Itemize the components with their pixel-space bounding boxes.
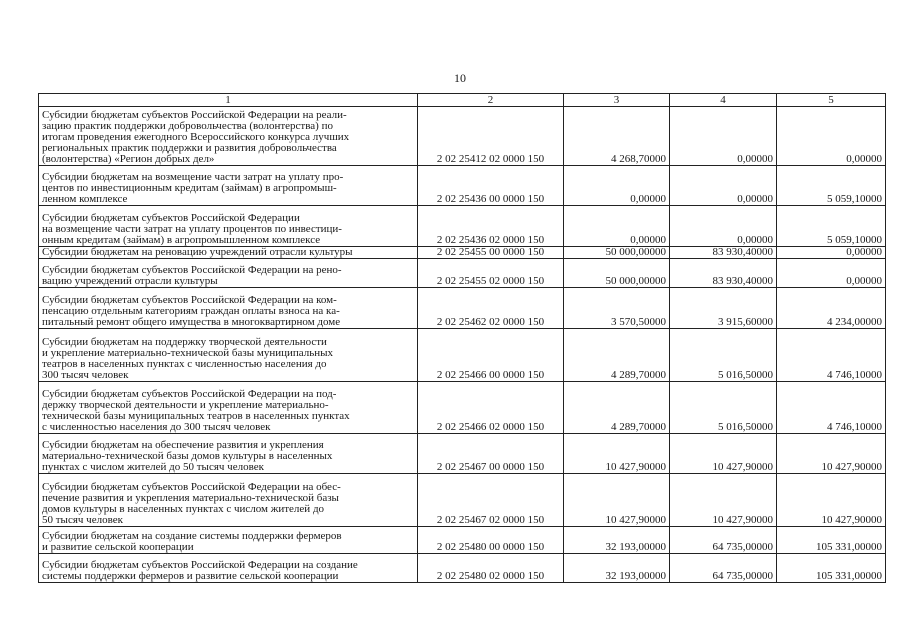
classification-code-cell: 2 02 25455 00 0000 150 bbox=[418, 247, 564, 259]
table-row bbox=[39, 206, 886, 247]
description-cell: Субсидии бюджетам на обеспечение развития и укрепления материально-технической базы домов культуры в населенных пунктах с числом жителей до 50 тысяч человек bbox=[39, 434, 418, 474]
amount-col4-cell: 10 427,90000 bbox=[670, 434, 777, 474]
amount-col5-cell: 5 059,10000 bbox=[777, 206, 886, 247]
table-row bbox=[39, 474, 886, 527]
classification-code-cell: 2 02 25467 00 0000 150 bbox=[418, 434, 564, 474]
amount-col4-cell: 0,00000 bbox=[670, 107, 777, 166]
amount-col5-cell: 10 427,90000 bbox=[777, 474, 886, 527]
table-row bbox=[39, 554, 886, 583]
amount-col3-cell: 10 427,90000 bbox=[564, 434, 670, 474]
classification-code-cell: 2 02 25480 00 0000 150 bbox=[418, 527, 564, 554]
classification-code-cell: 2 02 25462 02 0000 150 bbox=[418, 288, 564, 329]
amount-col3-cell: 4 289,70000 bbox=[564, 382, 670, 434]
amount-col4-cell: 64 735,00000 bbox=[670, 527, 777, 554]
classification-code-cell: 2 02 25436 02 0000 150 bbox=[418, 206, 564, 247]
amount-col3-cell: 50 000,00000 bbox=[564, 247, 670, 259]
description-cell: Субсидии бюджетам на создание системы поддержки фермеров и развитие сельской кооперации bbox=[39, 527, 418, 554]
description-cell: Субсидии бюджетам на реновацию учреждений отрасли культуры bbox=[39, 247, 418, 259]
amount-col3-cell: 10 427,90000 bbox=[564, 474, 670, 527]
amount-col5-cell: 105 331,00000 bbox=[777, 554, 886, 583]
description-cell: Субсидии бюджетам субъектов Российской Федерации на ком- пенсацию отдельным категориям граждан оплаты взноса на ка- питальный ремонт общего имущества в многоквартирном доме bbox=[39, 288, 418, 329]
header-cell: 2 bbox=[418, 94, 564, 107]
amount-col5-cell: 4 746,10000 bbox=[777, 329, 886, 382]
description-cell: Субсидии бюджетам на поддержку творческой деятельности и укрепление материально-технической базы муниципальных театров в населенных пунктах с численностью населения до 300 тысяч человек bbox=[39, 329, 418, 382]
header-cell: 5 bbox=[777, 94, 886, 107]
amount-col4-cell: 64 735,00000 bbox=[670, 554, 777, 583]
table-row bbox=[39, 259, 886, 288]
description-cell: Субсидии бюджетам субъектов Российской Федерации на рено- вацию учреждений отрасли культуры bbox=[39, 259, 418, 288]
amount-col3-cell: 50 000,00000 bbox=[564, 259, 670, 288]
classification-code-cell: 2 02 25466 02 0000 150 bbox=[418, 382, 564, 434]
page-number: 10 bbox=[454, 71, 466, 85]
amount-col5-cell: 0,00000 bbox=[777, 247, 886, 259]
amount-col5-cell: 5 059,10000 bbox=[777, 166, 886, 206]
header-cell: 1 bbox=[39, 94, 418, 107]
classification-code-cell: 2 02 25436 00 0000 150 bbox=[418, 166, 564, 206]
amount-col5-cell: 105 331,00000 bbox=[777, 527, 886, 554]
table-row bbox=[39, 247, 886, 259]
amount-col4-cell: 3 915,60000 bbox=[670, 288, 777, 329]
amount-col4-cell: 5 016,50000 bbox=[670, 382, 777, 434]
amount-col3-cell: 0,00000 bbox=[564, 206, 670, 247]
description-cell: Субсидии бюджетам субъектов Российской Федерации на обес- печение развития и укрепления материально-технической базы домов культуры в населенных пунктах с числом жителей до 50 тысяч человек bbox=[39, 474, 418, 527]
amount-col3-cell: 3 570,50000 bbox=[564, 288, 670, 329]
description-cell: Субсидии бюджетам на возмещение части затрат на уплату про- центов по инвестиционным кредитам (займам) в агропромыш- ленном комплексе bbox=[39, 166, 418, 206]
description-cell: Субсидии бюджетам субъектов Российской Федерации на создание системы поддержки фермеров и развитие сельской кооперации bbox=[39, 554, 418, 583]
classification-code-cell: 2 02 25412 02 0000 150 bbox=[418, 107, 564, 166]
description-cell: Субсидии бюджетам субъектов Российской Федерации на под- держку творческой деятельности и укрепление материально- технической базы муниципальных театров в населенных пунктах с численностью населения до 300 тысяч человек bbox=[39, 382, 418, 434]
amount-col3-cell: 0,00000 bbox=[564, 166, 670, 206]
table-row bbox=[39, 107, 886, 166]
table-row bbox=[39, 166, 886, 206]
amount-col5-cell: 0,00000 bbox=[777, 259, 886, 288]
description-cell: Субсидии бюджетам субъектов Российской Федерации на возмещение части затрат на уплату процентов по инвестици- онным кредитам (займам) в агропромышленном комплексе bbox=[39, 206, 418, 247]
budget-table bbox=[38, 93, 886, 583]
amount-col4-cell: 10 427,90000 bbox=[670, 474, 777, 527]
amount-col4-cell: 0,00000 bbox=[670, 206, 777, 247]
table-row bbox=[39, 329, 886, 382]
classification-code-cell: 2 02 25466 00 0000 150 bbox=[418, 329, 564, 382]
description-cell: Субсидии бюджетам субъектов Российской Федерации на реали- зацию практик поддержки добровольчества (волонтерства) по итогам проведения ежегодного Всероссийского конкурса лучших региональных практик поддержки и развития добровольчества (волонтерства) «Регион добрых дел» bbox=[39, 107, 418, 166]
amount-col4-cell: 5 016,50000 bbox=[670, 329, 777, 382]
classification-code-cell: 2 02 25467 02 0000 150 bbox=[418, 474, 564, 527]
table-row bbox=[39, 527, 886, 554]
amount-col3-cell: 32 193,00000 bbox=[564, 527, 670, 554]
amount-col5-cell: 0,00000 bbox=[777, 107, 886, 166]
classification-code-cell: 2 02 25480 02 0000 150 bbox=[418, 554, 564, 583]
amount-col5-cell: 4 746,10000 bbox=[777, 382, 886, 434]
amount-col5-cell: 4 234,00000 bbox=[777, 288, 886, 329]
table-row bbox=[39, 434, 886, 474]
classification-code-cell: 2 02 25455 02 0000 150 bbox=[418, 259, 564, 288]
amount-col3-cell: 32 193,00000 bbox=[564, 554, 670, 583]
header-cell: 4 bbox=[670, 94, 777, 107]
amount-col5-cell: 10 427,90000 bbox=[777, 434, 886, 474]
header-cell: 3 bbox=[564, 94, 670, 107]
amount-col4-cell: 83 930,40000 bbox=[670, 259, 777, 288]
table-row bbox=[39, 382, 886, 434]
amount-col4-cell: 0,00000 bbox=[670, 166, 777, 206]
amount-col4-cell: 83 930,40000 bbox=[670, 247, 777, 259]
header-row bbox=[39, 94, 886, 107]
amount-col3-cell: 4 289,70000 bbox=[564, 329, 670, 382]
amount-col3-cell: 4 268,70000 bbox=[564, 107, 670, 166]
table-row bbox=[39, 288, 886, 329]
